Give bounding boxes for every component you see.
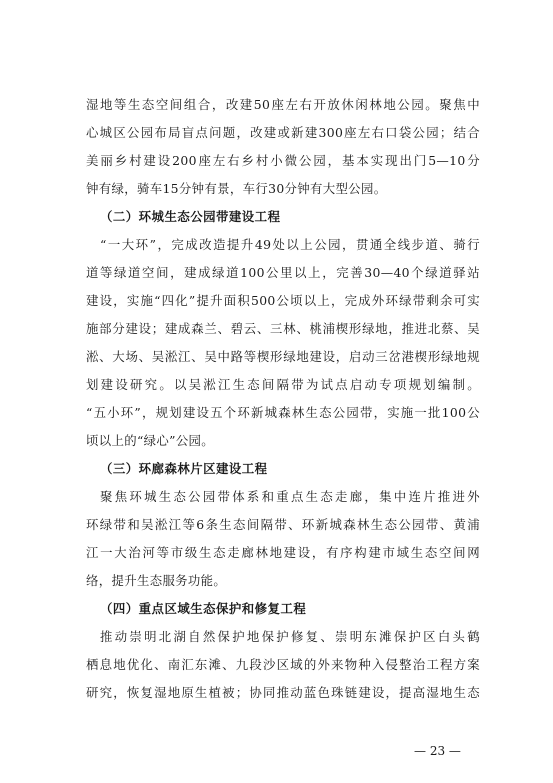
body-text-line: 络，提升生态服务功能。: [86, 573, 227, 588]
body-text-line: 钟有绿，骑车15分钟有景，车行30分钟有大型公园。: [86, 181, 387, 196]
section-heading: （二）环城生态公园带建设工程: [100, 209, 281, 224]
section-heading: （四）重点区域生态保护和修复工程: [100, 601, 307, 616]
body-text-line: 心城区公园布局盲点问题，改建或新建300座左右口袋公园；结合: [86, 125, 480, 140]
body-text-line: “一大环”，完成改造提升49处以上公园，贯通全线步道、骑行: [100, 237, 480, 252]
body-text-line: 推动崇明北湖自然保护地保护修复、崇明东滩保护区白头鹤: [100, 629, 480, 644]
body-text-line: 划建设研究。以吴淞江生态间隔带为试点启动专项规划编制。: [86, 377, 480, 392]
section-heading: （三）环廊森林片区建设工程: [100, 461, 268, 476]
body-text-line: 美丽乡村建设200座左右乡村小微公园，基本实现出门5—10分: [86, 153, 480, 168]
body-text-line: 研究，恢复湿地原生植被；协同推动蓝色珠链建设，提高湿地生态: [86, 685, 480, 700]
body-text-line: 栖息地优化、南汇东滩、九段沙区域的外来物种入侵整治工程方案: [86, 657, 480, 672]
page-number: — 23 —: [414, 744, 461, 758]
body-text-line: 道等绿道空间，建成绿道100公里以上，完善30—40个绿道驿站: [86, 265, 480, 280]
body-text-line: 环绿带和吴淞江等6条生态间隔带、环新城森林生态公园带、黄浦: [86, 517, 480, 532]
body-text-line: 江一大治河等市级生态走廊林地建设，有序构建市域生态空间网: [86, 545, 480, 560]
body-text-line: 聚焦环城生态公园带体系和重点生态走廊，集中连片推进外: [100, 489, 480, 504]
body-text-line: 淞、大场、吴淞江、吴中路等楔形绿地建设，启动三岔港楔形绿地规: [86, 349, 480, 364]
body-text-line: “五小环”，规划建设五个环新城森林生态公园带，实施一批100公: [86, 405, 480, 420]
body-text-line: 建设，实施“四化”提升面积500公顷以上，完成外环绿带剩余可实: [86, 293, 480, 308]
body-text-line: 施部分建设；建成森兰、碧云、三林、桃浦楔形绿地，推进北蔡、吴: [86, 321, 480, 336]
body-text-line: 湿地等生态空间组合，改建50座左右开放休闲林地公园。聚焦中: [86, 97, 480, 112]
body-text-line: 顷以上的“绿心”公园。: [86, 433, 215, 448]
